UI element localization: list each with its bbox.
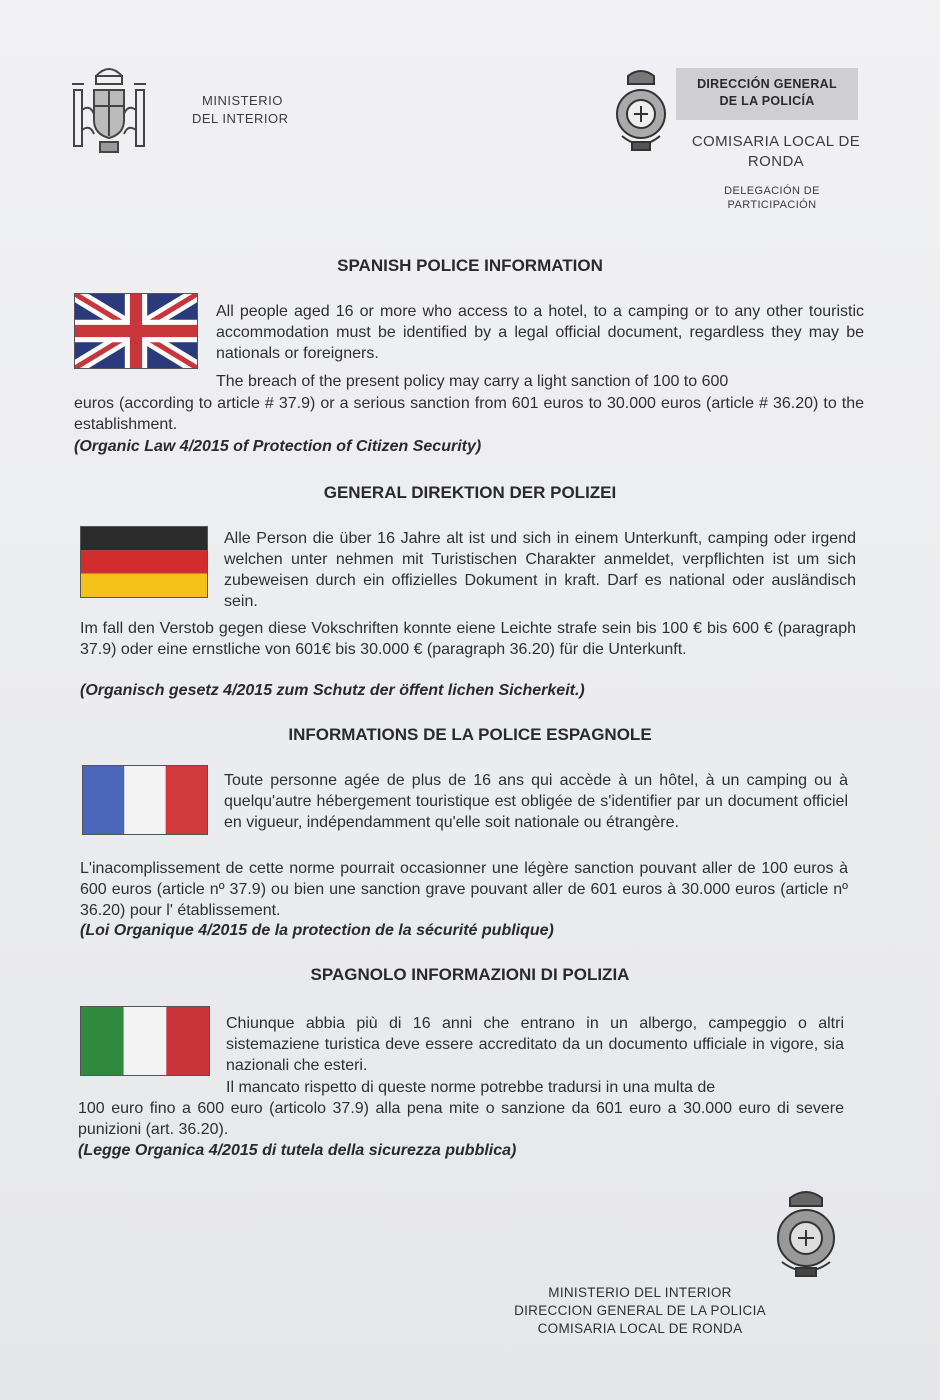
section-heading-italian: SPAGNOLO INFORMAZIONI DI POLIZIA xyxy=(310,965,630,984)
section-english-para1: All people aged 16 or more who access to a hotel, to a camping or to any other touristic accommodation must be identified by a legal official document, regardless they may be nationals or foreigners. xyxy=(216,303,864,362)
footer-line-3: COMISARIA LOCAL DE RONDA xyxy=(537,1321,743,1336)
comisaria-line-1: COMISARIA LOCAL DE xyxy=(691,133,861,150)
section-english-law: (Organic Law 4/2015 of Protection of Citizen Security) xyxy=(74,438,482,455)
ministry-line-2: DEL INTERIOR xyxy=(192,111,289,126)
france-flag-icon xyxy=(82,765,208,835)
dg-line-2: DE LA POLICÍA xyxy=(719,94,815,108)
footer-line-1: MINISTERIO DEL INTERIOR xyxy=(548,1285,732,1300)
police-crest-icon xyxy=(612,66,670,156)
spain-coat-of-arms-icon xyxy=(66,60,152,160)
section-italian-law: (Legge Organica 4/2015 di tutela della sicurezza pubblica) xyxy=(78,1142,517,1159)
section-german-law: (Organisch gesetz 4/2015 zum Schutz der öffent lichen Sicherkeit.) xyxy=(80,682,585,699)
section-english-para2-rest: euros (according to article # 37.9) or a serious sanction from 601 euros to 30.000 euros (article # 36.20) to the establishment. xyxy=(74,395,864,433)
footer-line-2: DIRECCION GENERAL DE LA POLICIA xyxy=(514,1303,766,1318)
section-italian-para1: Chiunque abbia più di 16 anni che entrano in un albergo, campeggio o altri sistemaziene turistica deve essere accreditato da un documento ufficiale in vigore, sia nazionali che esteri. xyxy=(226,1015,844,1074)
police-crest-bottom-icon xyxy=(770,1186,842,1282)
ministry-label xyxy=(192,92,289,128)
section-french-law: (Loi Organique 4/2015 de la protection de la sécurité publique) xyxy=(80,922,554,939)
dg-line-1: DIRECCIÓN GENERAL xyxy=(697,77,837,91)
ministry-line-1: MINISTERIO xyxy=(202,93,283,108)
section-heading-english: SPANISH POLICE INFORMATION xyxy=(337,256,603,275)
footer-signature xyxy=(490,1284,790,1338)
section-german-para2: Im fall den Verstob gegen diese Vokschriften konnte eiene Leichte strafe sein bis 100 € bis 600 € (paragraph 37.9) oder eine ernstliche von 601€ bis 30.000 € (paragraph 36.20) für die Unterkunft. xyxy=(80,620,856,658)
delegacion-line-2: PARTICIPACIÓN xyxy=(727,199,817,211)
section-heading-german: GENERAL DIREKTION DER POLIZEI xyxy=(323,483,617,502)
section-italian-para2-rest: 100 euro fino a 600 euro (articolo 37.9) alla pena mite o sanzione da 601 euro a 30.000 euro di severe punizioni (art. 36.20). xyxy=(78,1100,844,1138)
section-italian-para2-start: Il mancato rispetto di queste norme potrebbe tradursi in una multa de xyxy=(226,1079,716,1096)
section-english-para2-start: The breach of the present policy may carry a light sanction of 100 to 600 xyxy=(216,373,729,390)
germany-flag-icon xyxy=(80,526,208,598)
section-french-para1: Toute personne agée de plus de 16 ans qui accède à un hôtel, à un camping ou à quelqu'autre hébergement touristique est obligée de s'identifier par un document officiel en vigueur, indépendamment qu'elle soit nationale ou étrangère. xyxy=(224,772,848,831)
delegacion-label xyxy=(700,184,844,212)
italy-flag-icon xyxy=(80,1006,210,1076)
uk-flag-icon xyxy=(74,293,198,369)
comisaria-label xyxy=(676,132,876,172)
delegacion-line-1: DELEGACIÓN DE xyxy=(724,185,820,197)
direccion-general-box xyxy=(676,68,858,120)
comisaria-line-2: RONDA xyxy=(747,153,805,170)
section-heading-french: INFORMATIONS DE LA POLICE ESPAGNOLE xyxy=(288,725,652,744)
section-french-para2: L'inacomplissement de cette norme pourrait occasionner une légère sanction pouvant aller de 100 euros à 600 euros (article nº 37.9) ou bien une sanction grave pouvant aller de 601 euros à 30.000 euros (article nº 36.20) pour l' établissement. xyxy=(80,860,848,919)
section-german-para1: Alle Person die über 16 Jahre alt ist und sich in einem Unterkunft, camping oder irgend welchen unter nehmen mit Turistischen Charakter anmeldet, verpflichten ist um sich zubeweisen durch ein offizielles Dokument in kraft. Darf es national oder ausländisch sein. xyxy=(224,530,856,610)
